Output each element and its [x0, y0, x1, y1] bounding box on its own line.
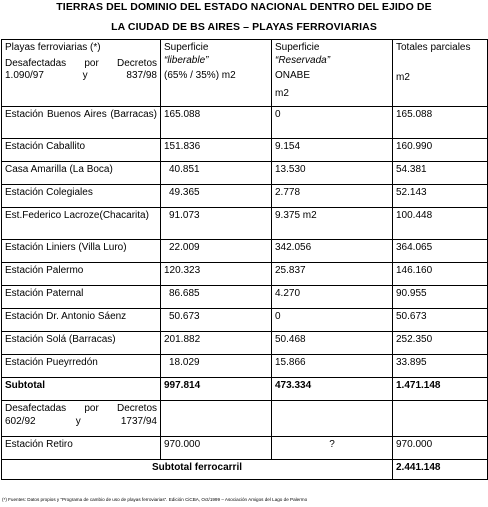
table-row [2, 240, 488, 263]
row-name: Estación Liniers (Villa Luro) [2, 240, 161, 263]
table-row [2, 309, 488, 332]
row-reservada: 13.530 [272, 162, 393, 185]
header-row [2, 40, 488, 107]
row-liberable: 201.882 [161, 332, 272, 355]
header-col-name-line1: Playas ferroviarias (*) [5, 42, 101, 53]
row-name: Estación Pueyrredón [2, 355, 161, 378]
row-total: 54.381 [393, 162, 488, 185]
subtotal-label: Subtotal [2, 378, 161, 401]
section2-label: Desafectadas por Decretos 602/92 y 1737/94 [2, 401, 161, 437]
row-total: 52.143 [393, 185, 488, 208]
table-row [2, 355, 488, 378]
row-reservada: 9.375 m2 [272, 208, 393, 240]
row-total: 50.673 [393, 309, 488, 332]
row-reservada: 25.837 [272, 263, 393, 286]
row-total: 160.990 [393, 139, 488, 162]
title-line-2: LA CIUDAD DE BS AIRES – PLAYAS FERROVIARIAS [111, 21, 377, 33]
row-total: 146.160 [393, 263, 488, 286]
row-liberable: 165.088 [161, 107, 272, 139]
row-name: Estación Palermo [2, 263, 161, 286]
row-total: 165.088 [393, 107, 488, 139]
header-liberable-line1: Superficie [164, 42, 209, 53]
retiro-row [2, 437, 488, 460]
playas-table [1, 39, 488, 480]
row-name: Estación Buenos Aires (Barracas) [2, 107, 161, 139]
section2-row [2, 401, 488, 437]
subtotal-row [2, 378, 488, 401]
row-name: Estación Solá (Barracas) [2, 332, 161, 355]
row-reservada: 342.056 [272, 240, 393, 263]
retiro-name: Estación Retiro [2, 437, 161, 460]
row-total: 100.448 [393, 208, 488, 240]
row-reservada: 9.154 [272, 139, 393, 162]
section2-empty-3 [393, 401, 488, 437]
row-liberable: 18.029 [161, 355, 272, 378]
header-total-line2: m2 [396, 71, 410, 83]
row-total: 364.065 [393, 240, 488, 263]
header-reservada-line2: “Reservada” [275, 54, 331, 66]
row-name: Estación Colegiales [2, 185, 161, 208]
row-reservada: 50.468 [272, 332, 393, 355]
row-liberable: 151.836 [161, 139, 272, 162]
row-name: Estación Caballito [2, 139, 161, 162]
table-row [2, 208, 488, 240]
header-reservada-line1: Superficie [275, 42, 320, 53]
row-reservada: 4.270 [272, 286, 393, 309]
subtotal-total: 1.471.148 [393, 378, 488, 401]
table-row [2, 139, 488, 162]
header-col-reservada [272, 40, 393, 107]
row-reservada: 0 [272, 107, 393, 139]
row-liberable: 50.673 [161, 309, 272, 332]
retiro-liberable: 970.000 [161, 437, 272, 460]
table-row [2, 107, 488, 139]
row-total: 90.955 [393, 286, 488, 309]
row-name: Estación Dr. Antonio Sáenz [2, 309, 161, 332]
row-total: 252.350 [393, 332, 488, 355]
header-col-total [393, 40, 488, 107]
subtotal-liberable: 997.814 [161, 378, 272, 401]
header-liberable-line3: (65% / 35%) m2 [164, 70, 236, 81]
header-col-name [2, 40, 161, 107]
row-liberable: 49.365 [161, 185, 272, 208]
subtotal-reservada: 473.334 [272, 378, 393, 401]
row-liberable: 91.073 [161, 208, 272, 240]
retiro-total: 970.000 [393, 437, 488, 460]
table-row [2, 332, 488, 355]
subtotal-ferrocarril-label: Subtotal ferrocarril [2, 460, 393, 480]
table-row [2, 263, 488, 286]
row-reservada: 0 [272, 309, 393, 332]
header-total-line1: Totales parciales [396, 42, 471, 53]
row-liberable: 40.851 [161, 162, 272, 185]
row-reservada: 2.778 [272, 185, 393, 208]
header-liberable-line2: “liberable” [164, 54, 209, 66]
source-footnote: (*) Fuentes: Datos propios y “Programa de cambio de uso de playas ferroviarias”. Edición CiCBA, Oct/1999 – Asociación Amigos del Lago de Palermo [2, 497, 308, 502]
row-liberable: 120.323 [161, 263, 272, 286]
header-reservada-line4: m2 [275, 87, 289, 99]
row-name: Estación Paternal [2, 286, 161, 309]
table-row [2, 162, 488, 185]
section2-empty-2 [272, 401, 393, 437]
section2-empty-1 [161, 401, 272, 437]
row-name: Est.Federico Lacroze(Chacarita) [2, 208, 161, 240]
table-row [2, 286, 488, 309]
subtotal-ferrocarril-row [2, 460, 488, 480]
header-reservada-line3: ONABE [275, 70, 311, 81]
retiro-reservada: ? [272, 437, 393, 460]
row-liberable: 86.685 [161, 286, 272, 309]
table-row [2, 185, 488, 208]
row-reservada: 15.866 [272, 355, 393, 378]
header-col-name-line2: Desafectadas por Decretos 1.090/97 y 837/98 [5, 57, 157, 81]
subtotal-ferrocarril-total: 2.441.148 [393, 460, 488, 480]
row-total: 33.895 [393, 355, 488, 378]
title-line-1: TIERRAS DEL DOMINIO DEL ESTADO NACIONAL DENTRO DEL EJIDO DE [56, 1, 432, 13]
header-col-liberable [161, 40, 272, 107]
row-name: Casa Amarilla (La Boca) [2, 162, 161, 185]
row-liberable: 22.009 [161, 240, 272, 263]
